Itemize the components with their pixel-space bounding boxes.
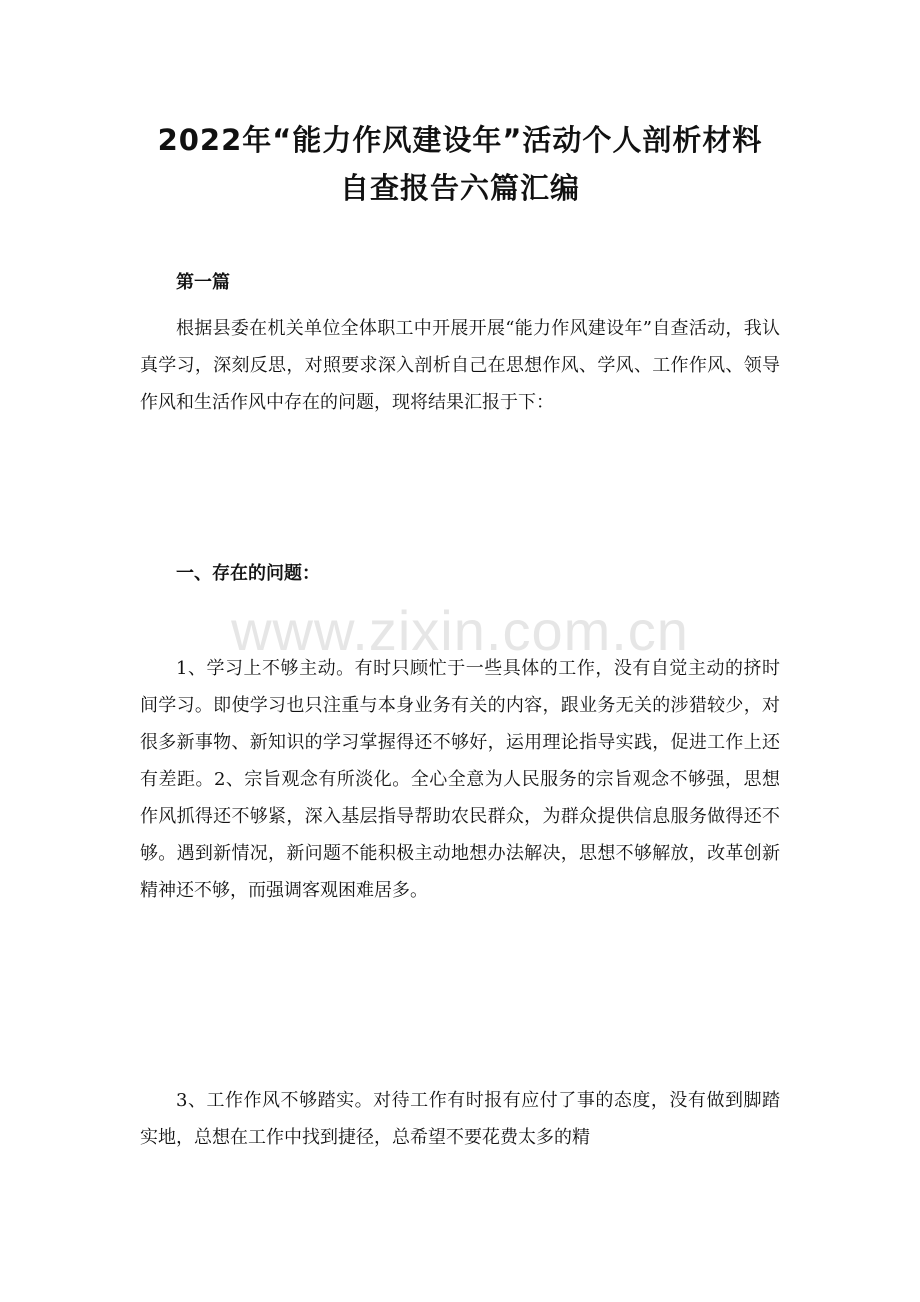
watermark: www.zixin.com.cn [231, 599, 689, 662]
document-title-line-2: 自查报告六篇汇编 [339, 171, 580, 205]
problem-paragraph-3: 3、工作作风不够踏实。对待工作有时报有应付了事的态度，没有做到脚踏实地，总想在工作中找到捷径，总希望不要花费太多的精 [140, 1090, 780, 1148]
problem-paragraph-1-2: 1、学习上不够主动。有时只顾忙于一些具体的工作，没有自觉主动的挤时间学习。即使学习也只注重与本身业务有关的内容，跟业务无关的涉猎较少，对很多新事物、新知识的学习掌握得还不够好，运用理论指导实践，促进工作上还有差距。2、宗旨观念有所淡化。全心全意为人民服务的宗旨观念不够强，思想作风抓得还不够紧，深入基层指导帮助农民群众，为群众提供信息服务做得还不够。遇到新情况，新问题不能积极主动地想办法解决，思想不够解放，改革创新精神还不够，而强调客观困难居多。 [140, 658, 780, 901]
section-label: 第一篇 [176, 272, 230, 293]
problems-heading: 一、存在的问题： [176, 563, 320, 584]
document-title-line-1: 2022年“能力作风建设年”活动个人剖析材料 [157, 123, 763, 157]
intro-paragraph: 根据县委在机关单位全体职工中开展开展“能力作风建设年”自查活动，我认真学习，深刻反思，对照要求深入剖析自己在思想作风、学风、工作作风、领导作风和生活作风中存在的问题，现将结果汇报于下： [140, 318, 780, 413]
